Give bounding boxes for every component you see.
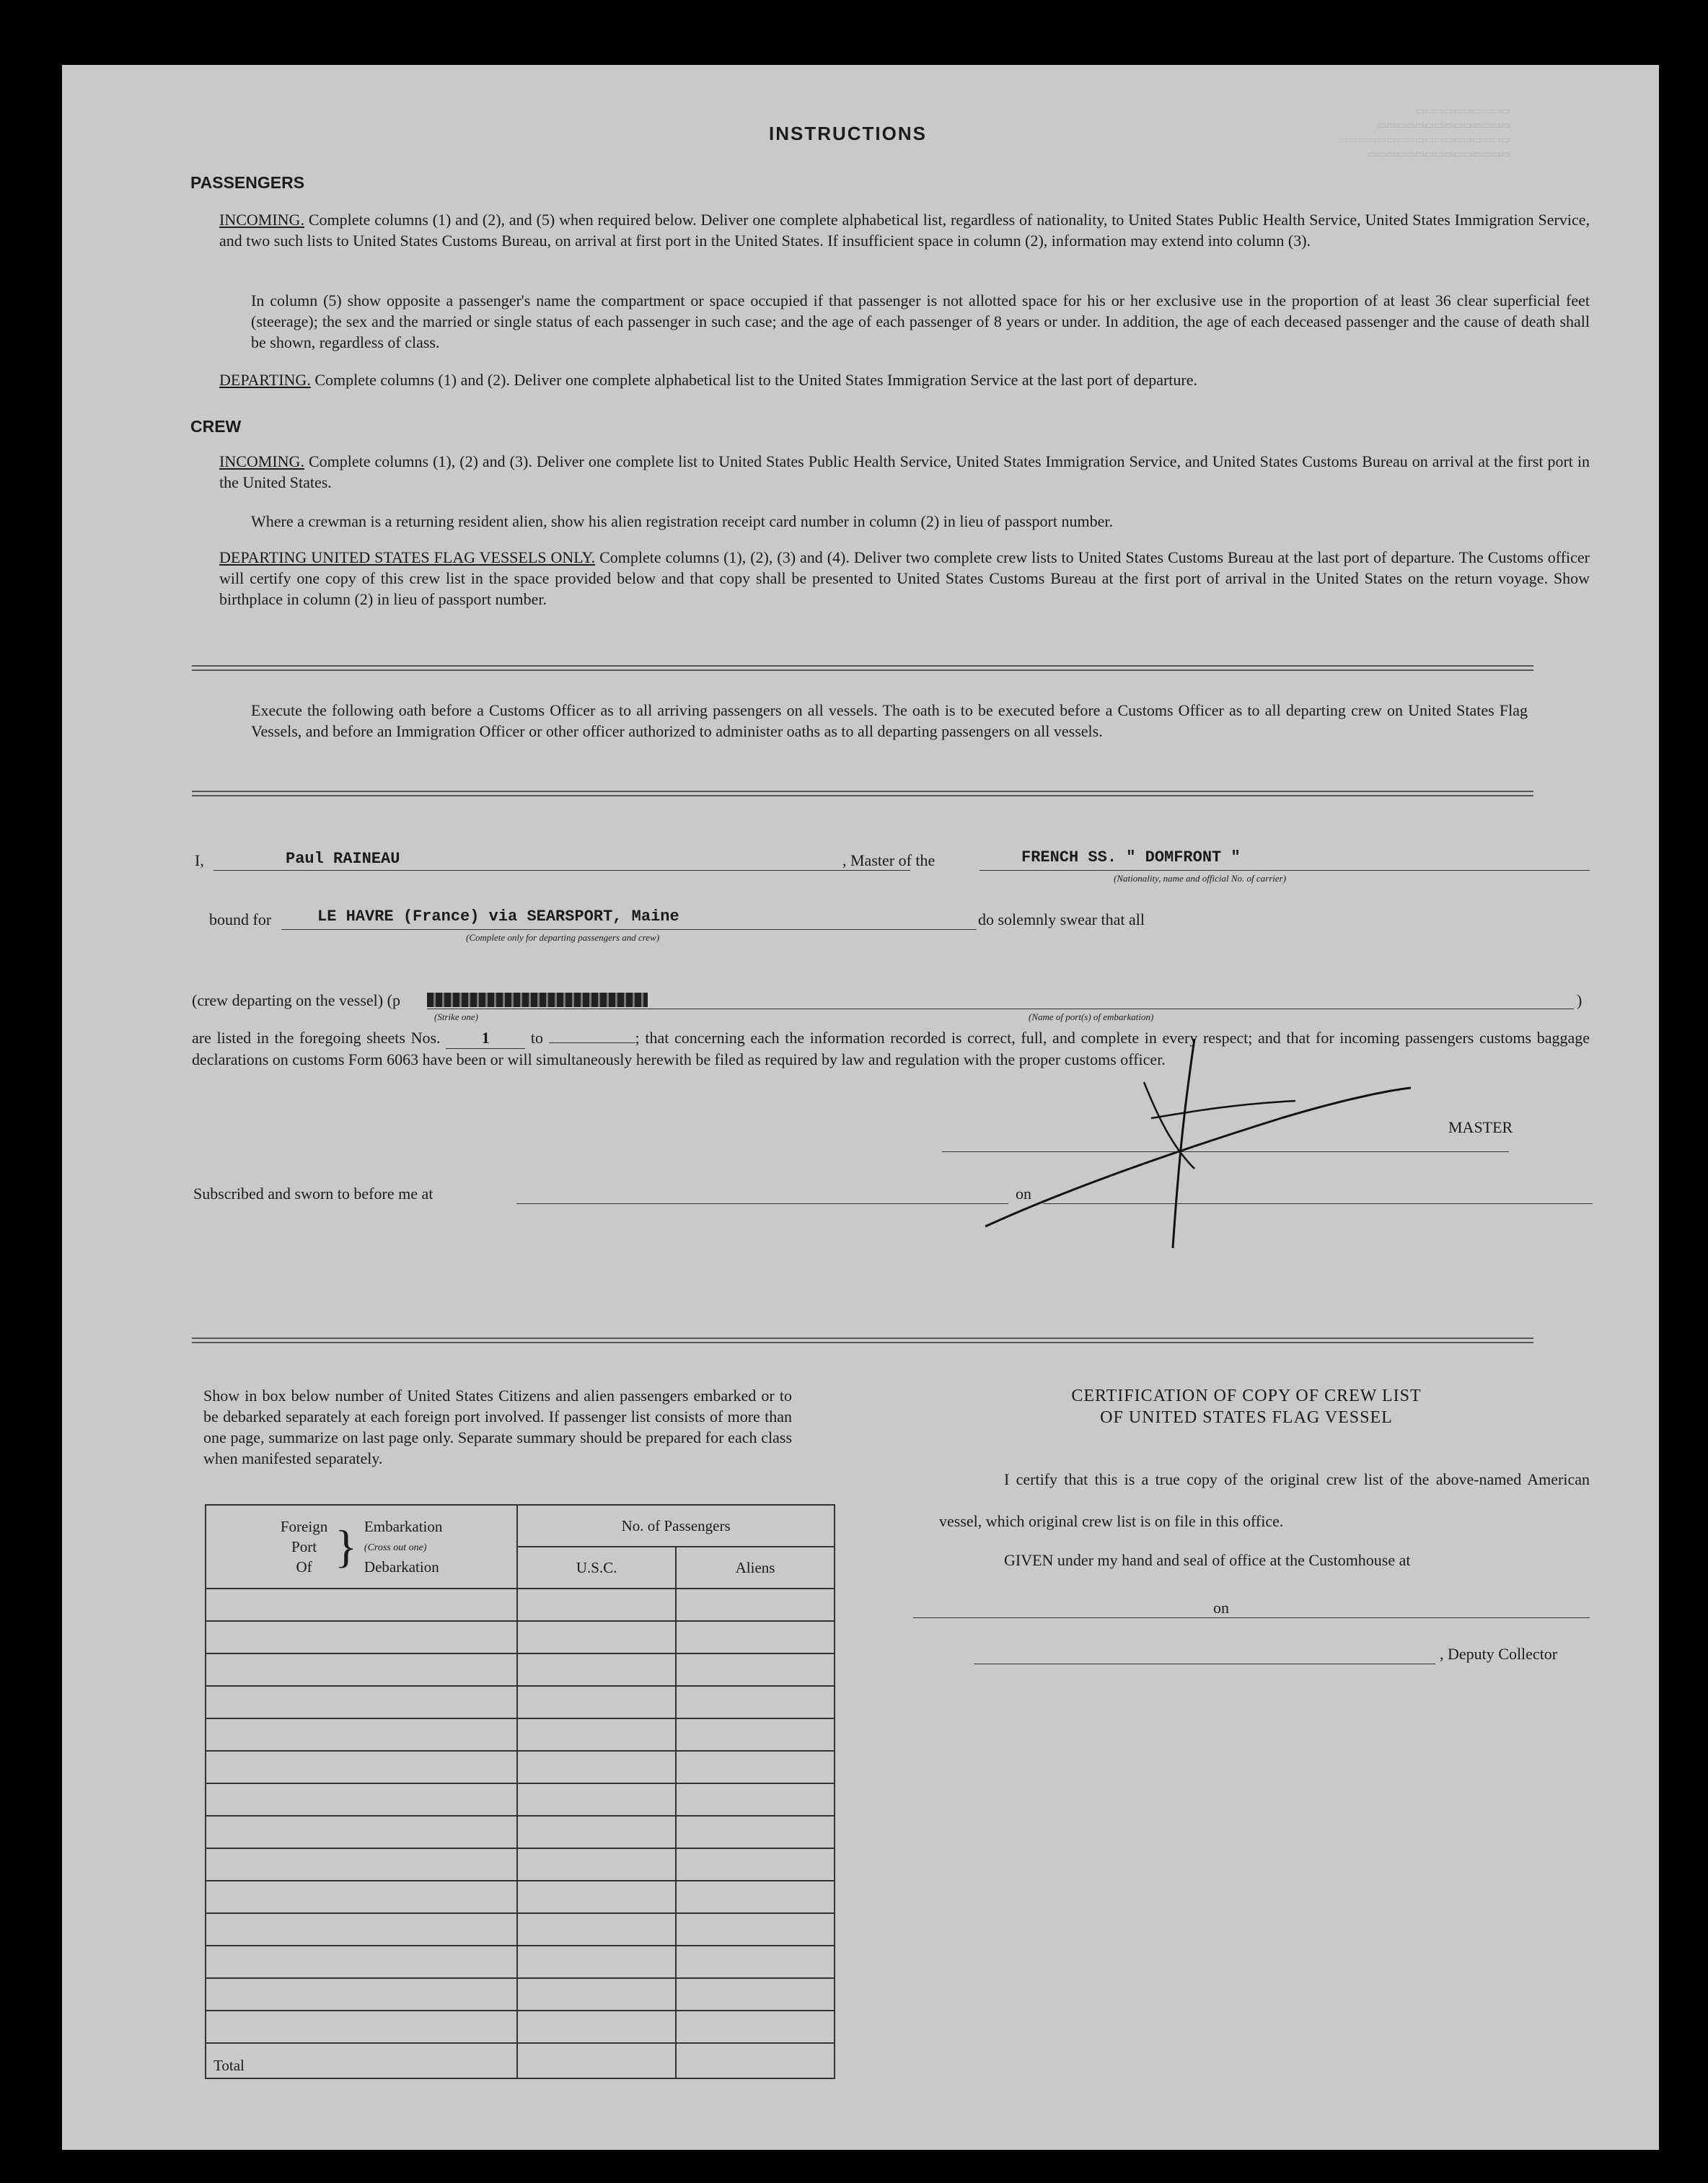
crew-alien-paragraph: Where a crewman is a returning resident alien, show his alien registration receipt card number in column (2) in lieu of passport number. — [251, 512, 1113, 530]
section-divider — [192, 1338, 1533, 1343]
summary-instructions: Show in box below number of United States Citizens and alien passengers embarked or to be debarked separately at each foreign port involved. If passenger list consists of more than one page, summarize on last page only. Separate summary should be prepared for each class when manifested separately. — [203, 1387, 792, 1467]
table-row — [206, 1816, 835, 1848]
table-row — [206, 1913, 835, 1946]
destination-value: LE HAVRE (France) via SEARSPORT, Maine — [317, 908, 679, 926]
oath-statement: ; that concerning each the information recorded is correct, full, and complete in every respect; and that for incoming passengers customs baggage declarations on customs Form 6063 have been or will simultaneously herewith be filed as required by law and regulation with the proper customs officer. — [192, 1029, 1590, 1068]
table-row — [206, 2011, 835, 2043]
passengers-departing-paragraph — [219, 369, 1590, 390]
table-row — [206, 1881, 835, 1913]
certification-on-label: on — [1213, 1599, 1229, 1617]
strike-hint: (Strike one) — [434, 1011, 479, 1022]
destination-field — [281, 929, 977, 930]
crew-incoming-lead: INCOMING. — [219, 452, 304, 470]
crew-departing-text: Complete columns (1), (2), (3) and (4). Deliver two complete crew lists to United States Customs Bureau at the last port of departure. The Customs officer will certify one copy of this crew list in the space provided below and that copy shall be presented to United States Customs Bureau at the first port of arrival in the United States on the return voyage. Show birthplace in column (2) in lieu of passport number. — [219, 548, 1590, 608]
destination-hint: (Complete only for departing passengers and crew) — [466, 932, 660, 943]
master-label: MASTER — [1448, 1118, 1513, 1136]
sheet-from-value: 1 — [446, 1027, 525, 1049]
col-cross-out: (Cross out one) — [364, 1542, 427, 1553]
section-divider — [192, 791, 1533, 796]
passengers-departing-lead: DEPARTING. — [219, 371, 311, 389]
vessel-value: FRENCH SS. " DOMFRONT " — [1021, 848, 1241, 866]
passengers-column5-paragraph: In column (5) show opposite a passenger's name the compartment or space occupied if that passenger is not allotted space for his or her exclusive use in the proportion of at least 36 clear superficial feet (steerage); the sex and the married or single status of each passenger in such case; and the age of each passenger of 8 years or under. In addition, the age of each deceased passenger and the cause of death shall be shown, regardless of class. — [251, 291, 1590, 351]
col-usc: U.S.C. — [517, 1547, 676, 1589]
col-debarkation: Debarkation — [364, 1558, 439, 1576]
table-row — [206, 1686, 835, 1718]
master-of-label: , Master of the — [842, 851, 936, 869]
certification-title-line1: CERTIFICATION OF COPY OF CREW LIST — [1071, 1387, 1422, 1405]
subscribed-place-field — [516, 1203, 1008, 1204]
table-row — [206, 1783, 835, 1816]
passengers-incoming-lead: INCOMING. — [219, 211, 304, 229]
crew-departing-label: (crew departing on the vessel) (p — [192, 991, 400, 1009]
certification-date-field — [1238, 1617, 1590, 1618]
vessel-hint: (Nationality, name and official No. of carrier) — [1114, 873, 1287, 884]
bleed-through-stamp: ▭▭▭▭▭▭▭▭▭▭ ▭▭▭▭▭▭▭▭▭▭▭▭▭▭ ▭▭▭▭▭▭▭▭▭▭▭▭▭▭▭▭▭▭ ▭▭▭▭▭▭▭▭▭▭▭▭▭▭▭ — [1339, 106, 1511, 160]
certification-text: I certify that this is a true copy of the original crew list of the above-named American vessel, which original crew list is on file in this office. — [939, 1470, 1590, 1530]
master-name-field — [214, 870, 910, 871]
sheet-to-field — [549, 1042, 635, 1043]
subscribed-date-field — [1043, 1203, 1593, 1204]
passengers-incoming-paragraph — [219, 209, 1590, 251]
crew-departing-lead: DEPARTING UNITED STATES FLAG VESSELS ONLY. — [219, 548, 596, 566]
master-signature — [978, 1032, 1447, 1262]
table-row — [206, 1589, 835, 1621]
ports-hint: (Name of port(s) of embarkation) — [1029, 1011, 1154, 1022]
subscribed-label: Subscribed and sworn to before me at — [193, 1185, 433, 1203]
table-row — [206, 1718, 835, 1751]
total-row — [206, 2043, 835, 2078]
document-page — [62, 65, 1659, 2150]
col-embarkation: Embarkation — [364, 1518, 443, 1535]
close-paren: ) — [1577, 991, 1582, 1009]
passengers-incoming-text: Complete columns (1) and (2), and (5) when required below. Deliver one complete alphabetical list, regardless of nationality, to United States Public Health Service, United States Immigration Service, and two such lists to United States Customs Bureau, on arrival at first port in the United States. If insufficient space in column (2), information may extend into column (3). — [219, 211, 1590, 250]
oath-instructions: Execute the following oath before a Customs Officer as to all arriving passengers on all vessels. The oath is to be executed before a Customs Officer as to all departing crew on United States Flag Vessels, and before an Immigration Officer or other officer authorized to administer oaths as to all departing passengers on all vessels. — [251, 701, 1528, 740]
section-divider — [192, 665, 1533, 671]
total-label: Total — [206, 2043, 517, 2078]
crew-incoming-text: Complete columns (1), (2) and (3). Deliver one complete list to United States Public Health Service, United States Immigration Service, and United States Customs Bureau on arrival at the first port in the United States. — [219, 452, 1590, 491]
crew-incoming-paragraph — [219, 451, 1590, 493]
certification-given-text: GIVEN under my hand and seal of office at the Customhouse at — [1004, 1551, 1411, 1569]
table-row — [206, 1751, 835, 1783]
certification-place-field — [913, 1617, 1267, 1618]
table-row — [206, 1946, 835, 1978]
swear-label: do solemnly swear that all — [978, 910, 1145, 928]
table-row — [206, 1653, 835, 1686]
col-aliens: Aliens — [676, 1547, 835, 1589]
deputy-collector-label: , Deputy Collector — [1440, 1645, 1558, 1663]
oath-i-label: I, — [195, 851, 204, 869]
master-name-value: Paul RAINEAU — [286, 850, 400, 868]
crew-departing-paragraph — [219, 547, 1590, 610]
vessel-field — [980, 870, 1590, 871]
certification-title-line2: OF UNITED STATES FLAG VESSEL — [1100, 1408, 1393, 1427]
page-title: INSTRUCTIONS — [769, 123, 927, 144]
col-passengers: No. of Passengers — [517, 1505, 835, 1547]
subscribed-on-label: on — [1016, 1185, 1031, 1203]
col-port-line3: Of — [296, 1558, 312, 1576]
to-label: to — [530, 1029, 543, 1047]
struck-out-text — [427, 993, 648, 1007]
brace: } — [335, 1521, 357, 1572]
table-row — [206, 1848, 835, 1881]
table-row — [206, 1978, 835, 2011]
passengers-departing-text: Complete columns (1) and (2). Deliver one complete alphabetical list to the United States Immigration Service at the last port of departure. — [314, 371, 1198, 389]
table-row — [206, 1621, 835, 1653]
col-port-line1: Foreign — [280, 1518, 328, 1535]
passenger-summary-table — [205, 1504, 835, 2079]
port-column-header — [206, 1505, 517, 1589]
sheets-label: are listed in the foregoing sheets Nos. — [192, 1029, 441, 1047]
crew-heading: CREW — [190, 417, 242, 436]
bound-for-label: bound for — [209, 910, 272, 928]
col-port-line2: Port — [291, 1538, 317, 1555]
passengers-heading: PASSENGERS — [190, 173, 305, 192]
certification-title — [972, 1385, 1520, 1428]
